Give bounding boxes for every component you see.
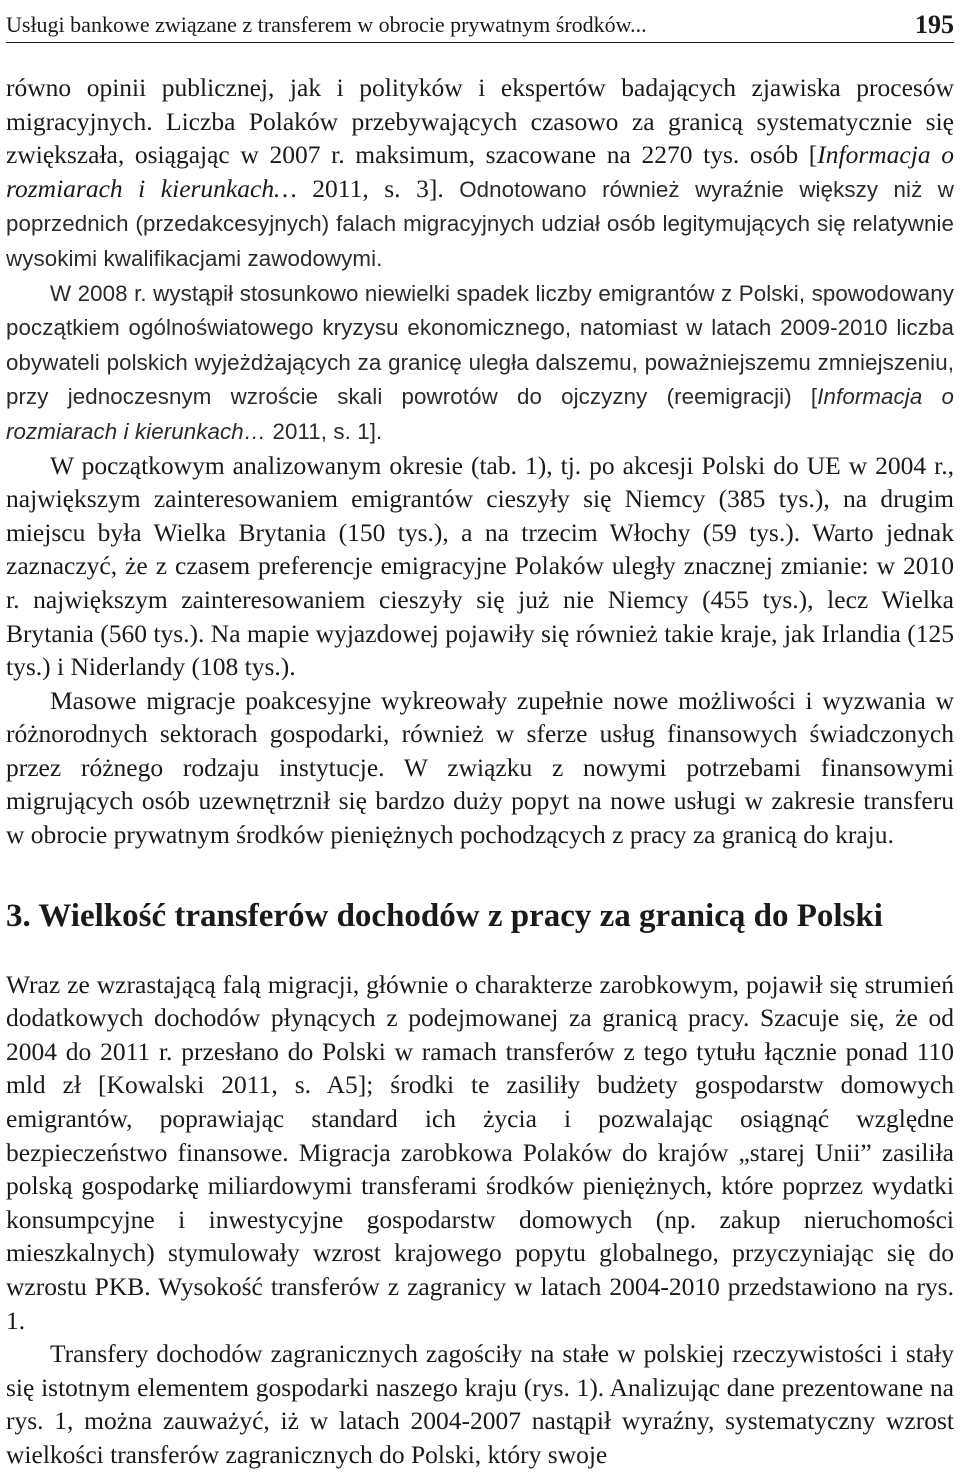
paragraph-1-sans-text: Odnotowano również wyraźnie większy niż w poprzednich (przedakcesyjnych) falach migracyjnych udział osób legitymujących się relatywnie wysokimi kwalifikacjami zawodowymi. xyxy=(6,176,954,271)
document-page xyxy=(6,0,954,1472)
running-title: Usługi bankowe związane z transferem w obrocie prywatnym środków... xyxy=(6,12,647,37)
paragraph-5: Wraz ze wzrastającą falą migracji, głównie o charakterze zarobkowym, pojawił się strumień dodatkowych dochodów płynących z podejmowanej za granicą pracy. Szacuje się, że od 2004 do 2011 r. przesłano do Polski w ramach transferów z tego tytułu łącznie ponad 110 mld zł [Kowalski 2011, s. A5]; środki te zasiliły budżety gospodarstw domowych emigrantów, poprawiając standard ich życia i pozwalając osiągnąć względne bezpieczeństwo finansowe. Migracja zarobkowa Polaków do krajów „starej Unii” zasiliła polską gospodarkę miliardowymi transferami środków pieniężnych, które poprzez wydatki konsumpcyjne i inwestycyjne gospodarstw domowych (np. zakup nieruchomości mieszkalnych) stymulowały wzrost krajowego popytu globalnego, przyczyniając się do wzrostu PKB. Wysokość transferów z zagranicy w latach 2004-2010 przedstawiono na rys. 1. xyxy=(6,969,954,1335)
paragraph-3: W początkowym analizowanym okresie (tab. 1), tj. po akcesji Polski do UE w 2004 r., największym zainteresowaniem emigrantów cieszyły się Niemcy (385 tys.), na drugim miejscu była Wielka Brytania (150 tys.), a na trzecim Włochy (59 tys.). Warto jednak zaznaczyć, że z czasem preferencje emigracyjne Polaków uległy znacznej zmianie: w 2010 r. największym zainteresowaniem cieszyły się już nie Niemcy (455 tys.), lecz Wielka Brytania (560 tys.). Na mapie wyjazdowej pojawiły się również takie kraje, jak Irlandia (125 tys.) i Niderlandy (108 tys.). xyxy=(6,450,954,682)
citation-ref-2: 2011, s. 1]. xyxy=(266,418,383,444)
body-text xyxy=(6,71,954,1472)
paragraph-2-sans-text: W 2008 r. wystąpił stosunkowo niewielki spadek liczby emigrantów z Polski, spowodowany początkiem ogólnoświatowego kryzysu ekonomicznego, natomiast w latach 2009-2010 liczba obywateli polskich wyjeżdżających za granicę uległa dalszemu, poważniejszemu zmniejszeniu, przy jednoczesnym wzroście skali powrotów do ojczyzny (reemigracji) [ xyxy=(6,280,954,410)
paragraph-4: Masowe migracje poakcesyjne wykreowały zupełnie nowe możliwości i wyzwania w różnorodnych sektorach gospodarki, również w sferze usług finansowych świadczonych przez różnego rodzaju instytucje. W związku z nowymi potrzebami finansowymi migrujących osób uzewnętrznił się bardzo duży popyt na nowe usługi w zakresie transferu w obrocie prywatnym środków pieniężnych pochodzących z pracy za granicą do kraju. xyxy=(6,685,954,850)
citation-ref: 2011, s. 3]. xyxy=(296,173,460,203)
paragraph-1-text: równo opinii publicznej, jak i polityków i ekspertów badających zjawiska procesów migracyjnych. Liczba Polaków przebywających czasowo za granicą systematycznie się zwiększała, osiągając w 2007 r. maksimum, szacowane na 2270 tys. osób [ xyxy=(6,73,954,170)
section-heading: 3. Wielkość transferów dochodów z pracy za granicą do Polski xyxy=(6,897,883,934)
running-header xyxy=(6,0,954,43)
citation-title-2: Informacja o rozmiarach i kierunkach… xyxy=(6,384,954,444)
paragraph-6: Transfery dochodów zagranicznych zagościły na stałe w polskiej rzeczywistości i stały się istotnym elementem gospodarki naszego kraju (rys. 1). Analizując dane prezentowane na rys. 1, można zauważyć, iż w latach 2004-2007 nastąpił wyraźny, systematyczny wzrost wielkości transferów zagranicznych do Polski, który swoje xyxy=(6,1339,954,1469)
paragraph-1 xyxy=(6,71,954,276)
paragraph-2 xyxy=(6,276,954,449)
citation-title: Informacja o rozmiarach i kierunkach… xyxy=(6,140,954,203)
page-number: 195 xyxy=(915,10,954,39)
section-heading-wrap xyxy=(6,896,954,936)
